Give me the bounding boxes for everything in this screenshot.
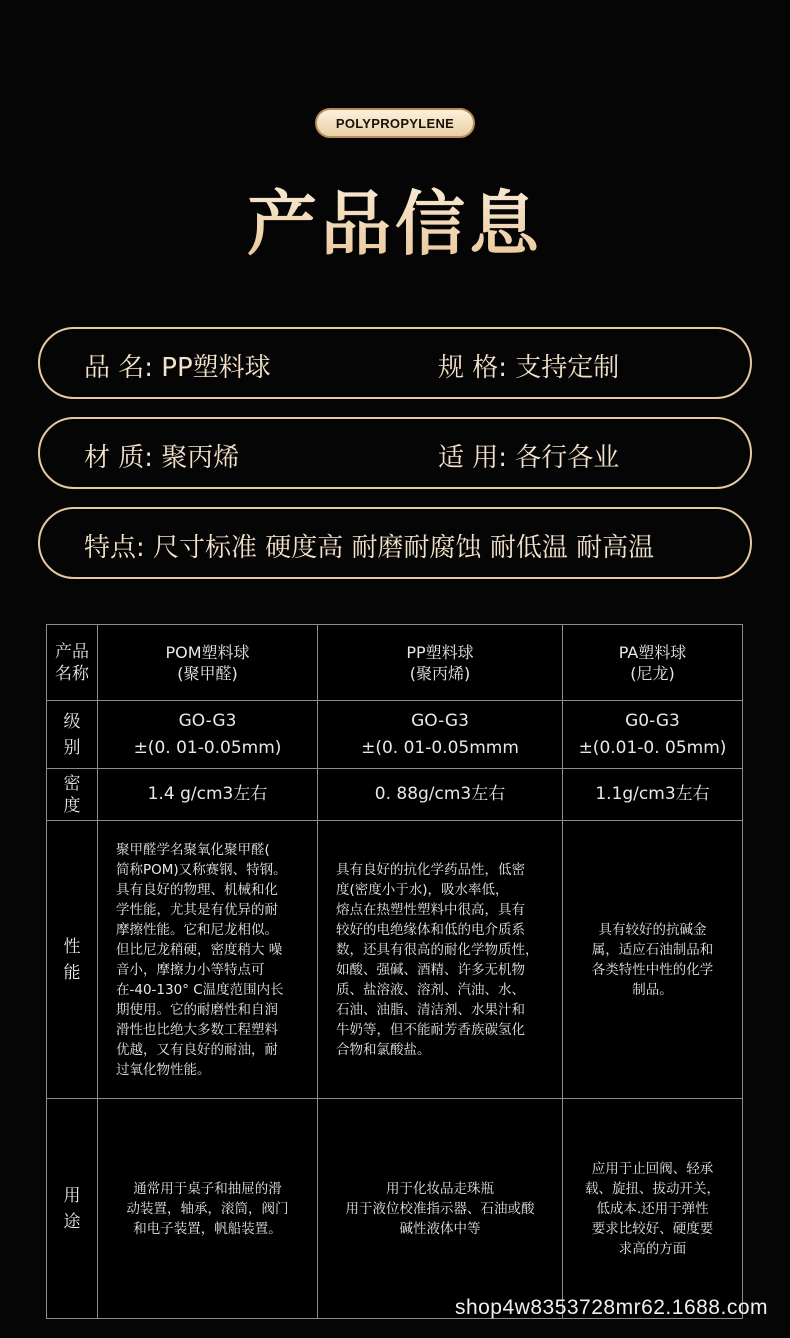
row-label-density: 密 度	[47, 769, 98, 821]
usage-pa: 应用于止回阀、轻承 载、旋扭、拔动开关， 低成本.还用于弹性 要求比较好、硬度要 求高的方面	[563, 1099, 743, 1319]
table-row-grade	[47, 701, 743, 769]
shop-watermark: shop4w8353728mr62.1688.com	[454, 1296, 768, 1319]
spec-text: 规 格: 支持定制	[438, 353, 620, 383]
performance-pp: 具有良好的抗化学药品性，低密 度(密度小于水)，吸水率低， 熔点在热塑性塑料中很高，具有 较好的电绝缘体和低的电介质系 数，还具有很高的耐化学物质性， 如酸、强碱、酒精、许多无机物 质、盐溶液、溶剂、汽油、水、 石油、油脂、清洁剂、水果汁和 牛奶等，但不能耐芳香族碳氢化 合物和氯酸盐。	[318, 821, 563, 1099]
usage-pom: 通常用于桌子和抽屉的滑 动装置，轴承，滚筒，阀门 和电子装置，帆船装置。	[98, 1099, 318, 1319]
info-row-name-spec	[38, 327, 752, 399]
info-row-features	[38, 507, 752, 579]
header-pom: POM塑料球 (聚甲醛)	[98, 625, 318, 701]
row-label-grade: 级 别	[47, 701, 98, 769]
comparison-table	[46, 624, 743, 1319]
performance-pa: 具有较好的抗碱金 属，适应石油制品和 各类特性中性的化学 制品。	[563, 821, 743, 1099]
features-text: 特点: 尺寸标准 硬度高 耐磨耐腐蚀 耐低温 耐高温	[84, 533, 655, 563]
info-row-material-usage	[38, 417, 752, 489]
grade-pom: GO-G3 ±(0. 01-0.05mm)	[98, 701, 318, 769]
density-pom: 1.4 g/cm3左右	[98, 769, 318, 821]
usage-pp: 用于化妆品走珠瓶 用于液位校准指示器、石油或酸 碱性液体中等	[318, 1099, 563, 1319]
header-pp: PP塑料球 (聚丙烯)	[318, 625, 563, 701]
polypropylene-badge: POLYPROPYLENE	[315, 108, 475, 138]
material-text: 材 质: 聚丙烯	[84, 443, 240, 473]
usage-text: 适 用: 各行各业	[438, 443, 620, 473]
grade-pa: G0-G3 ±(0.01-0. 05mm)	[563, 701, 743, 769]
row-label-product-name: 产品 名称	[47, 625, 98, 701]
row-label-usage: 用 途	[47, 1099, 98, 1319]
table-row-header	[47, 625, 743, 701]
product-name-text: 品 名: PP塑料球	[84, 353, 271, 383]
header-pa: PA塑料球 (尼龙)	[563, 625, 743, 701]
table-row-usage	[47, 1099, 743, 1319]
table-row-density	[47, 769, 743, 821]
density-pa: 1.1g/cm3左右	[563, 769, 743, 821]
density-pp: 0. 88g/cm3左右	[318, 769, 563, 821]
table-row-performance	[47, 821, 743, 1099]
row-label-performance: 性 能	[47, 821, 98, 1099]
page-title: 产品信息	[0, 168, 790, 269]
grade-pp: GO-G3 ±(0. 01-0.05mmm	[318, 701, 563, 769]
performance-pom: 聚甲醛学名聚氧化聚甲醛( 简称POM)又称赛钢、特钢。 具有良好的物理、机械和化 学性能，尤其是有优异的耐 摩擦性能。它和尼龙相似。 但比尼龙稍硬，密度稍大 噪 音小，摩擦力小等特点可 在-40-130° C温度范围内长 期使用。它的耐磨性和自润 滑性也比绝大多数工程塑料 优越，又有良好的耐油，耐 过氧化物性能。	[98, 821, 318, 1099]
